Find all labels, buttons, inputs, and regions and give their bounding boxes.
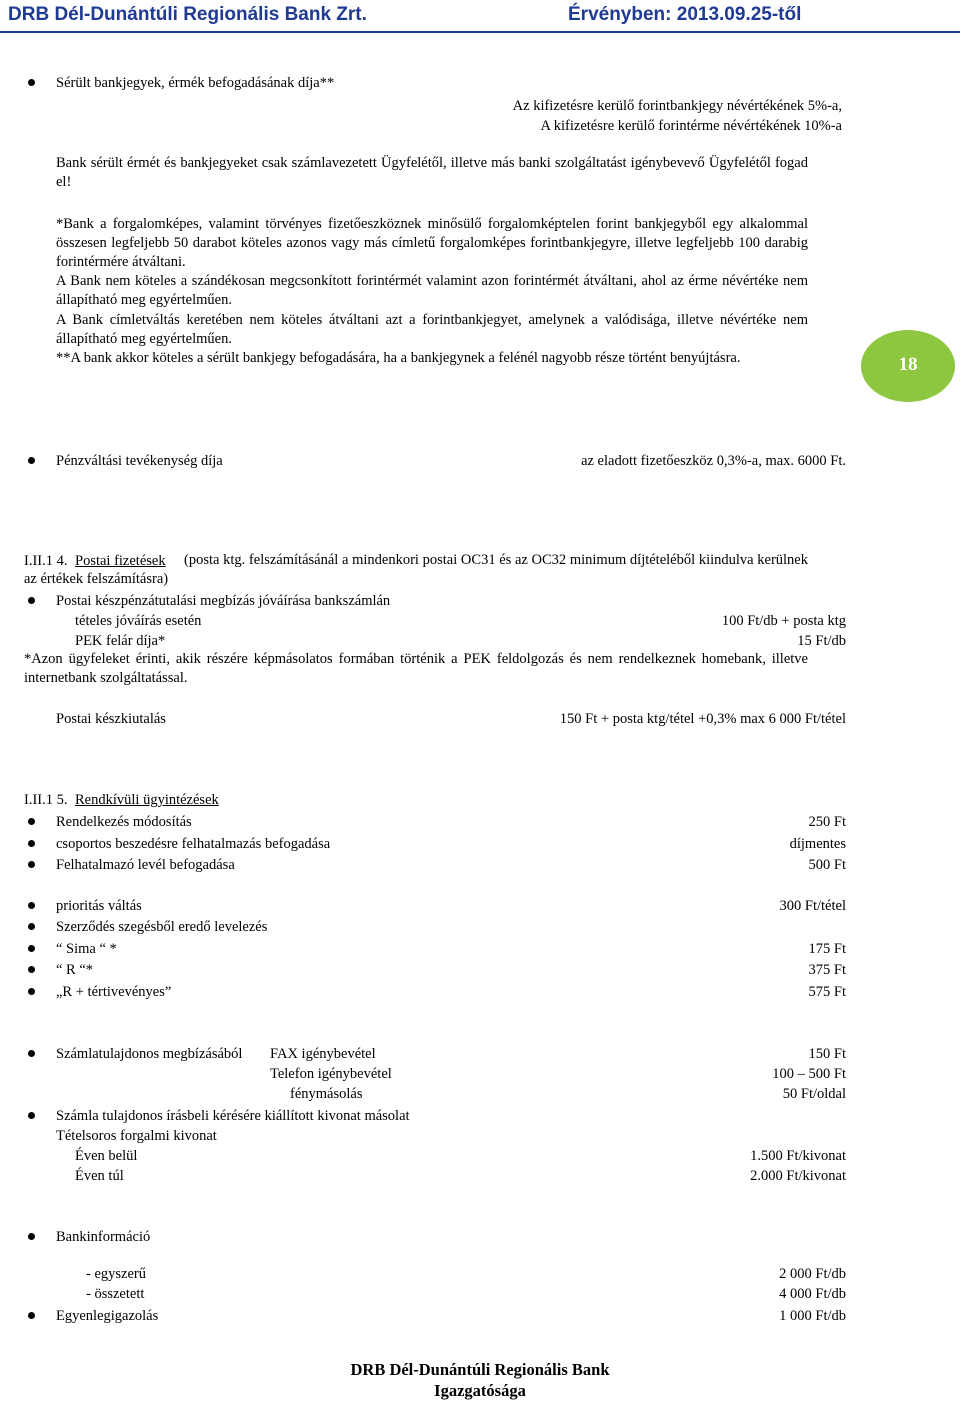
postal-payout-label: Postai készkiutalás xyxy=(56,711,166,727)
copy-value: 50 Ft/oldal xyxy=(782,1086,846,1102)
damaged-note-1: *Bank a forgalomképes, valamint törvényes fizetőeszköznek minősülő forgalomképtelen forint bankjegyből egy alkalommal összesen legfeljebb 50 darabot köteles azonos vagy más címletű forgalomképes forintbankjegyre, illetve legfeljebb 100 darabig forintérmére átváltani. xyxy=(56,216,808,270)
balance-value: 1 000 Ft/db xyxy=(779,1308,846,1324)
postal-sub1-value: 100 Ft/db + posta ktg xyxy=(721,613,846,629)
fee-item-value: 250 Ft xyxy=(808,814,846,830)
damaged-note-2: A Bank nem köteles a szándékosan megcsonkított forintérmét valamint azon forintérmét átváltani, ahol az érme névértéke nem állapítható meg egyértelműen. xyxy=(56,273,808,308)
bullet xyxy=(28,1233,35,1240)
fee-item-label: „R + tértivevényes” xyxy=(56,983,172,1000)
exchange-value: az eladott fizetőeszköz 0,3%-a, max. 6000 Ft. xyxy=(581,453,846,469)
bullet xyxy=(28,988,35,995)
holder-label: Számlatulajdonos megbízásából xyxy=(56,1046,243,1062)
postal-payout-value: 150 Ft + posta ktg/tétel +0,3% max 6 000 Ft/tétel xyxy=(559,711,846,727)
fee-item-value: díjmentes xyxy=(789,835,846,852)
fee-item-label: Szerződés szegésből eredő levelezés xyxy=(56,919,268,936)
header-validity: Érvényben: 2013.09.25-től xyxy=(568,4,802,25)
damaged-paragraph: Bank sérült érmét és bankjegyeket csak számlavezetett Ügyfelétől, illetve más banki szolgáltatást igénybevevő Ügyfelétől fogad el! xyxy=(56,155,808,190)
damaged-fee-coin: A kifizetésre kerülő forintérme névértékének 10%-a xyxy=(540,118,842,134)
fax-label: FAX igénybevétel xyxy=(270,1046,376,1062)
postal-sub2-value: 15 Ft/db xyxy=(797,633,846,649)
damaged-note-3: A Bank címletváltás keretében nem köteles átváltani azt a forintbankjegyet, amelynek a valódisága, illetve névértéke nem állapítható meg egyértelműen. xyxy=(56,312,808,347)
balance-label: Egyenlegigazolás xyxy=(56,1308,159,1324)
bullet xyxy=(28,966,35,973)
damaged-note-4: **A bank akkor köteles a sérült bankjegy befogadására, ha a bankjegynek a felénél nagyobb része történt benyújtásra. xyxy=(56,350,741,366)
page-number-badge xyxy=(861,330,955,402)
itemized-label: Tételsoros forgalmi kivonat xyxy=(56,1128,217,1144)
fee-item-label: prioritás váltás xyxy=(56,898,142,914)
bankinfo-compound-label: - összetett xyxy=(86,1286,145,1302)
bullet xyxy=(28,861,35,868)
fee-item-value: 575 Ft xyxy=(808,983,846,1000)
bullet xyxy=(28,902,35,909)
postal-sub2-label: PEK felár díja* xyxy=(75,633,166,649)
phone-value: 100 – 500 Ft xyxy=(772,1066,846,1082)
page-number: 18 xyxy=(898,354,918,375)
bullet xyxy=(28,597,35,604)
fee-item-label: “ R “* xyxy=(56,962,94,979)
bankinfo-simple-value: 2 000 Ft/db xyxy=(779,1266,846,1282)
postal-title: Postai fizetések xyxy=(75,553,166,569)
bullet xyxy=(28,457,35,464)
bullet xyxy=(28,79,35,86)
extra-title: Rendkívüli ügyintézések xyxy=(75,792,219,808)
bankinfo-simple-label: - egyszerű xyxy=(86,1266,146,1282)
beyond-year-label: Éven túl xyxy=(75,1168,124,1184)
phone-label: Telefon igénybevétel xyxy=(270,1066,392,1082)
fee-item-label: csoportos beszedésre felhatalmazás befogadása xyxy=(56,835,331,852)
bullet xyxy=(28,923,35,930)
exchange-label: Pénzváltási tevékenység díja xyxy=(56,453,223,469)
within-year-value: 1.500 Ft/kivonat xyxy=(750,1148,846,1164)
bullet xyxy=(28,1312,35,1319)
postal-item-1: Postai készpénzátutalási megbízás jóváírása bankszámlán xyxy=(56,593,391,609)
fee-item-label: “ Sima “ * xyxy=(56,940,117,957)
damaged-title: Sérült bankjegyek, érmék befogadásának díja** xyxy=(56,75,335,91)
header-bank-name: DRB Dél-Dunántúli Regionális Bank Zrt. xyxy=(8,4,367,25)
bankinfo-compound-value: 4 000 Ft/db xyxy=(779,1286,846,1302)
fee-item-label: Rendelkezés módosítás xyxy=(56,814,192,830)
page-header xyxy=(0,0,960,30)
postal-sub1-label: tételes jóváírás esetén xyxy=(75,613,202,629)
beyond-year-value: 2.000 Ft/kivonat xyxy=(750,1168,846,1184)
copy-label: fénymásolás xyxy=(290,1086,363,1102)
bullet xyxy=(28,1050,35,1057)
bullet xyxy=(28,1112,35,1119)
fee-item-value: 500 Ft xyxy=(808,857,846,873)
fee-item-label: Felhatalmazó levél befogadása xyxy=(56,857,235,873)
postal-number: I.II.1 4. xyxy=(24,553,68,569)
within-year-label: Éven belül xyxy=(75,1148,138,1164)
fee-item-value: 175 Ft xyxy=(808,940,846,957)
bullet xyxy=(28,818,35,825)
fax-value: 150 Ft xyxy=(808,1046,846,1062)
header-divider xyxy=(0,31,960,33)
bullet xyxy=(28,840,35,847)
extra-number: I.II.1 5. xyxy=(24,792,68,808)
bankinfo-label: Bankinformáció xyxy=(56,1229,151,1245)
postal-intro: (posta ktg. felszámításánál a mindenkori postai OC31 és az OC32 minimum díjtételéből kiindulva kerülnek az értékek felszámításra) xyxy=(24,552,808,587)
postal-note: *Azon ügyfeleket érinti, akik részére képmásolatos formában történik a PEK feldolgozás és nem rendelkeznek homebank, illetve internetbank szolgáltatással. xyxy=(24,651,808,686)
damaged-fee-banknote: Az kifizetésre kerülő forintbankjegy névértékének 5%-a, xyxy=(512,98,842,114)
fee-item-value: 300 Ft/tétel xyxy=(779,898,846,914)
footer-line-2: Igazgatósága xyxy=(434,1381,526,1400)
footer-line-1: DRB Dél-Dunántúli Regionális Bank xyxy=(350,1360,610,1379)
statement-label: Számla tulajdonos írásbeli kérésére kiállított kivonat másolat xyxy=(56,1108,410,1124)
bullet xyxy=(28,945,35,952)
fee-item-value: 375 Ft xyxy=(808,962,846,979)
